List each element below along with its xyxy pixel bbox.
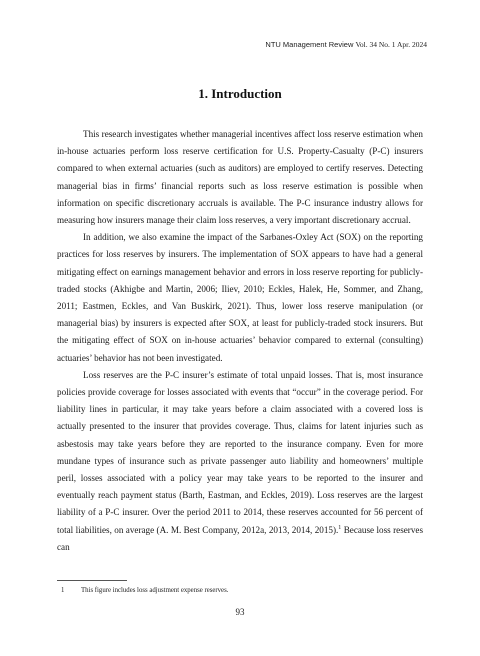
footnote: [57, 587, 423, 594]
journal-name: NTU Management Review: [265, 40, 354, 49]
paragraph-2: In addition, we also examine the impact of the Sarbanes-Oxley Act (SOX) on the reporting practices for loss reserves by insurers. The implementation of SOX appears to have had a general mitigating effect on earnings management behavior and errors in loss reserve reporting for publicly-traded stocks (Akhigbe and Martin, 2006; Iliev, 2010; Eckles, Halek, He, Sommer, and Zhang, 2011; Eastmen, Eckles, and Van Buskirk, 2021). Thus, lower loss reserve manipulation (or managerial bias) by insurers is expected after SOX, at least for publicly-traded stock insurers. But the mitigating effect of SOX on in-house actuaries’ behavior compared to external (consulting) actuaries’ behavior has not been investigated.: [57, 232, 423, 363]
running-header: [265, 40, 427, 49]
footnote-divider: [57, 580, 127, 581]
page-number: 93: [235, 607, 245, 617]
footnote-marker[interactable]: 1: [338, 524, 342, 531]
footnote-text: This figure includes loss adjustment expense reserves.: [81, 587, 229, 594]
body-text: [57, 126, 423, 556]
section-title: 1. Introduction: [198, 86, 282, 101]
footnote-number: 1: [61, 587, 65, 594]
paragraph-1: This research investigates whether managerial incentives affect loss reserve estimation when in-house actuaries perform loss reserve certification for U.S. Property-Casualty (P-C) insurers compared to when external actuaries (such as auditors) are employed to certify reserves. Detecting managerial bias in firms’ financial reports such as loss reserve estimation is possible when information on specific discretionary accruals is available. The P-C insurance industry allows for measuring how insurers manage their claim loss reserves, a very important discretionary accrual.: [57, 129, 423, 226]
paragraph-3: [57, 367, 423, 556]
issue-info: Vol. 34 No. 1 Apr. 2024: [355, 40, 427, 49]
paragraph-3-main: Loss reserves are the P-C insurer’s estimate of total unpaid losses. That is, most insurance policies provide coverage for losses associated with events that “occur” in the coverage period. For liability lines in particular, it may take years before a claim associated with a covered loss is actually presented to the insurer that provides coverage. Thus, claims for latent injuries such as asbestosis may take years before they are reported to the insurance company. Even for more mundane types of insurance such as private passenger auto liability and homeowners’ multiple peril, losses associated with a policy year may take years to be reported to the insurer and eventually reach payment status (Barth, Eastman, and Eckles, 2019). Loss reserves are the largest liability of a P-C insurer. Over the period 2011 to 2014, these reserves accounted for 56 percent of total liabilities, on average (A. M. Best Company, 2012a, 2013, 2014, 2015).: [57, 369, 423, 535]
paragraph-3-tail: Because loss reserves can: [57, 524, 423, 552]
